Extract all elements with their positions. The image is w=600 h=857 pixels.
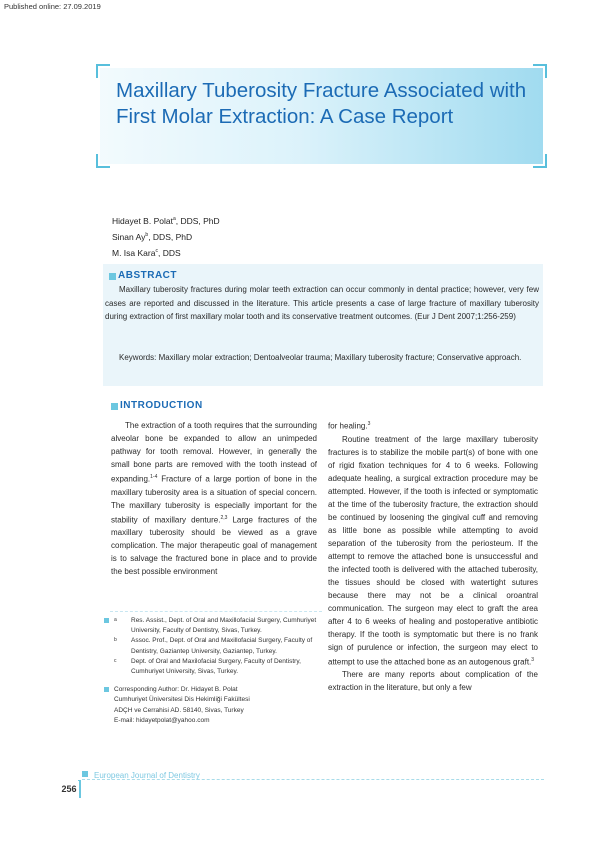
- section-marker-icon: [111, 403, 118, 410]
- affiliation-a: a Res. Assist., Dept. of Oral and Maxillofacial Surgery, Cumhuriyet University, Faculty of Dentistry, Sivas, Turkey.: [114, 616, 324, 636]
- corner-bracket: [96, 154, 110, 168]
- introduction-heading: INTRODUCTION: [120, 400, 203, 411]
- footnote-marker-icon: [104, 618, 109, 623]
- author: Sinan Ay$^b$, DDS, PhD: [112, 231, 193, 242]
- author: Hidayet B. Polat$^a$, DDS, PhD: [112, 215, 220, 226]
- paragraph: Routine treatment of the large maxillary tuberosity fractures is to stabilize the mobile part(s) of bone with one of rigid fixation techniques for 4 to 6 weeks. Following adequate healing, a surgical extraction procedure may be attempted. However, if the tooth is infected or symptomatic at the time of the tuberosity fracture, the extraction should be continued by loosening the gingival cuff and removing as little bone as possible while attempting to avoid separation of the tuberosity from the periosteum. If the attempt to remove the attached bone is unsuccessful and the infected tooth is delivered with the attached tuberosity, the tissues should be closed with watertight sutures because there may not be a clinical oroantral communication. The surgeon may elect to graft the area after 4 to 6 weeks of healing and postoperative antibiotic therapy. If the tooth is symptomatic but there is no frank sign of purulence or infection, the surgeon may elect to attempt to use the attached bone as an autogenous graft.$^3$: [328, 434, 538, 667]
- abstract-heading: ABSTRACT: [118, 270, 177, 281]
- footer-divider: [82, 779, 544, 780]
- keywords: Keywords: Maxillary molar extraction; Dentoalveolar trauma; Maxillary tuberosity fracture; Conservative approach.: [119, 353, 522, 362]
- abstract-section: [103, 264, 543, 386]
- article-title: Maxillary Tuberosity Fracture Associated with First Molar Extraction: A Case Report: [116, 79, 527, 128]
- section-marker-icon: [109, 273, 116, 280]
- footnote-marker-icon: [104, 687, 109, 692]
- journal-name: European Journal of Dentistry: [94, 771, 200, 780]
- abstract-text: Maxillary tuberosity fractures during molar teeth extraction can occur commonly in dental practice; however, very few cases are reported and discussed in the literature. This article presents a case of large fracture of maxillary tuberosity during extraction of first maxillary molar tooth and its conservative treatment outcomes. (Eur J Dent 2007;1:256-259): [105, 285, 539, 321]
- affiliation-b: b Assoc. Prof., Dept. of Oral and Maxillofacial Surgery, Faculty of Dentistry, Gaziantep University, Gaziantep, Turkey.: [114, 637, 313, 655]
- corner-bracket: [96, 64, 110, 78]
- affiliation-c: c Dept. of Oral and Maxilofacial Surgery, Faculty of Dentistry, Cumhuriyet University, Sivas, Turkey.: [114, 657, 301, 676]
- email: E-mail: hidayetpolat@yahoo.com: [114, 716, 210, 724]
- author: M. Isa Kara$^c$, DDS: [112, 247, 181, 258]
- title-banner: [100, 68, 543, 164]
- footer-marker-icon: [82, 771, 88, 777]
- footnote-divider: [110, 611, 322, 612]
- author-list: [112, 212, 220, 259]
- footnotes: [114, 616, 324, 726]
- corner-bracket: [533, 154, 547, 168]
- corner-bracket: [533, 64, 547, 78]
- paragraph: The extraction of a tooth requires that the surrounding alveolar bone be expanded to allow an unimpeded pathway for tooth removal. However, in generally the small bone parts are removed with the tooth instead of expanding.$^{1-4}$ Fracture of a large portion of bone in the maxillary tuberosity area is a situation of special concern. The maxillary tuberosity is especially important for the stability of maxillary denture.$^{2,3}$ Large fractures of the maxillary tuberosity should be viewed as a grave complication. The major therapeutic goal of management is to salvage the fractured bone in place and to provide the best possible environment: [111, 421, 317, 577]
- corresponding-author: Corresponding Author: Dr. Hidayet B. Polat Cumhuriyet Üniversitesi Dis Hekimliği Fakültesi ADÇH ve Cerrahisi AD. 58140, Sivas, Turkey E-mail: hidayetpolat@yahoo.com: [114, 685, 324, 726]
- left-column: [111, 419, 317, 578]
- page-number: 256: [59, 781, 79, 798]
- right-column: [328, 418, 538, 694]
- paragraph-continuation: for healing.$^3$: [328, 421, 371, 431]
- paragraph: There are many reports about complication of the extraction in the literature, but only a few: [328, 670, 538, 693]
- published-online-label: Published online: 27.09.2019: [4, 2, 101, 11]
